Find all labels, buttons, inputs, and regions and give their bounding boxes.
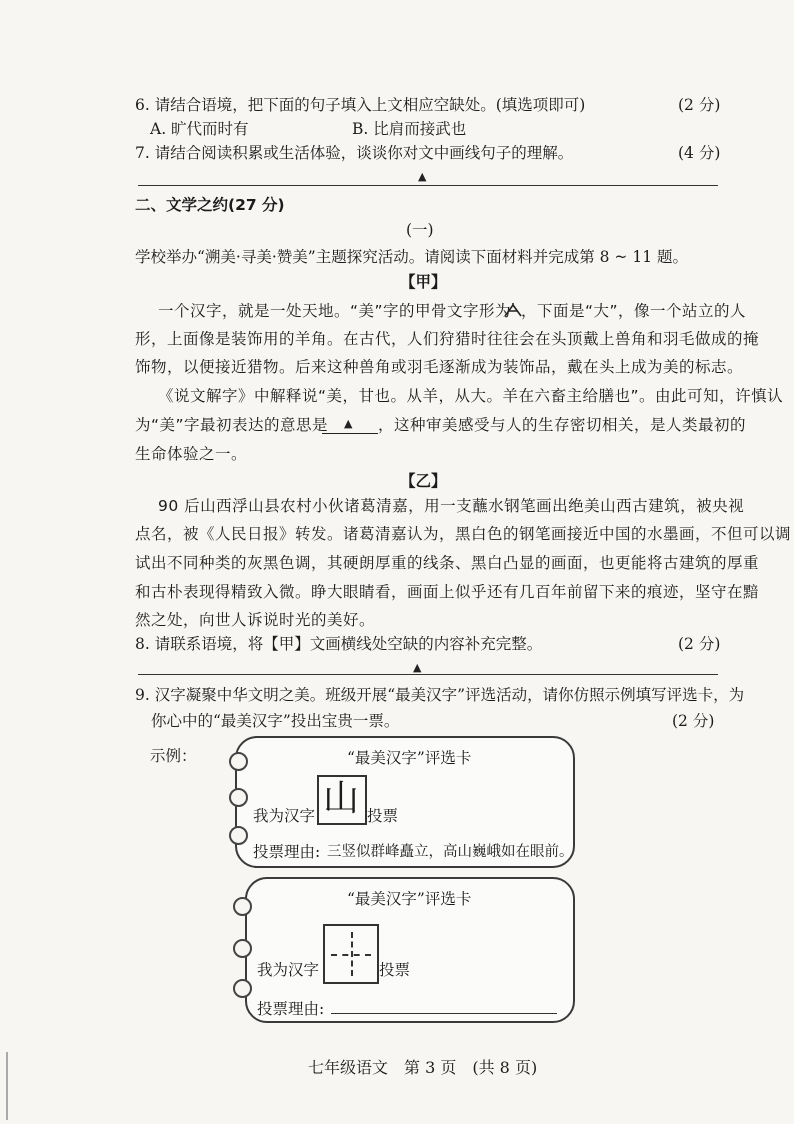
jia-line-4: 《说文解字》中解释说“美，甘也。从羊，从大。羊在六畜主给膳也”。由此可知，许慎认 (158, 387, 784, 405)
jia-line-2: 形，上面像是装饰用的羊角。在古代，人们狩猎时往往会在头顶戴上兽角和羽毛做成的掩 (135, 330, 760, 348)
reason-answer-line[interactable] (331, 1013, 557, 1014)
jia-line-5b: ，这种审美感受与人的生存密切相关，是人类最初的 (378, 416, 747, 434)
grid-guide-horizontal (331, 954, 371, 956)
yi-line-1: 90 后山西浮山县农村小伙诸葛清嘉，用一支蘸水钢笔画出绝美山西古建筑，被央视 (158, 497, 745, 515)
yi-line-5: 然之处，向世人诉说时光的美好。 (135, 611, 376, 629)
jia-label: 【甲】 (400, 272, 447, 291)
question-6-score: (2 分) (678, 96, 721, 114)
jia-line-6: 生命体验之一。 (135, 445, 248, 463)
scan-edge-mark (6, 1052, 8, 1120)
vote-suffix: 投票 (367, 807, 399, 825)
yi-label: 【乙】 (400, 471, 447, 490)
yi-line-4: 和古朴表现得精致入微。睁大眼睛看，画面上似乎还有几百年前留下来的痕迹，坚守在黯 (135, 583, 760, 601)
card-title: “最美汉字”评选卡 (347, 890, 472, 908)
reason-label: 投票理由: (253, 843, 321, 861)
option-b: B. 比肩而接武也 (352, 120, 467, 138)
question-8-text: 8. 请联系语境，将【甲】文画横线处空缺的内容补充完整。 (135, 635, 543, 653)
question-9-score: (2 分) (672, 712, 715, 730)
example-vote-card (235, 736, 575, 868)
question-6-text: 6. 请结合语境，把下面的句子填入上文相应空缺处。(填选项即可) (135, 96, 586, 114)
example-character: 山 (323, 778, 360, 819)
reason-label: 投票理由: (257, 1000, 325, 1018)
binder-ring (233, 939, 252, 958)
question-7-text: 7. 请结合阅读积累或生活体验，谈谈你对文中画线句子的理解。 (135, 144, 574, 162)
blank-marker: ▲ (344, 417, 353, 430)
vote-prefix: 我为汉字 (257, 961, 320, 979)
yi-line-3: 试出不同种类的灰黑色调，其硬朗厚重的线条、黑白凸显的画面，也更能将古建筑的厚重 (135, 554, 760, 572)
reason-text: 三竖似群峰矗立，高山巍峨如在眼前。 (327, 844, 574, 860)
card-title: “最美汉字”评选卡 (347, 749, 472, 767)
character-box (317, 775, 367, 825)
question-8-score: (2 分) (678, 635, 721, 653)
binder-ring (229, 788, 248, 807)
jia-line-1a: 一个汉字，就是一处天地。“美”字的甲骨文字形为 (158, 302, 512, 320)
binder-ring (229, 826, 248, 845)
question-7-score: (4 分) (678, 144, 721, 162)
page-footer: 七年级语文 第 3 页 (共 8 页) (308, 1058, 538, 1077)
jia-line-3: 饰物，以便接近猎物。后来这种兽角或羽毛逐渐成为装饰品，戴在头上成为美的标志。 (135, 358, 744, 376)
question-9-line-1: 9. 汉字凝聚中华文明之美。班级开展“最美汉字”评选活动，请你仿照示例填写评选卡，为 (135, 686, 745, 704)
character-input-box[interactable] (323, 924, 379, 984)
answer-marker-8: ▲ (413, 661, 422, 674)
question-9-line-2: 你心中的“最美汉字”投出宝贵一票。 (151, 712, 400, 730)
section-part: (一) (406, 221, 434, 239)
vote-suffix: 投票 (379, 961, 411, 979)
jia-line-1b: ，下面是“大”，像一个站立的人 (521, 302, 747, 320)
jia-blank-line[interactable] (322, 413, 378, 434)
answer-marker: ▲ (418, 170, 427, 183)
binder-ring (233, 897, 252, 916)
answer-line (138, 185, 718, 186)
option-a: A. 旷代而时有 (150, 120, 249, 138)
answer-line-8 (138, 674, 718, 675)
jia-line-5a: 为“美”字最初表达的意思是 (135, 416, 329, 434)
binder-ring (233, 979, 252, 998)
example-label: 示例： (150, 747, 197, 765)
yi-line-2: 点名，被《人民日报》转发。诸葛清嘉认为，黑白色的钢笔画接近中国的水墨画，不但可以调 (135, 525, 792, 543)
blank-vote-card (245, 877, 575, 1023)
binder-ring (229, 752, 248, 771)
vote-prefix: 我为汉字 (253, 807, 316, 825)
oracle-bone-mei-glyph (503, 302, 523, 318)
section-intro: 学校举办“溯美·寻美·赞美”主题探究活动。请阅读下面材料并完成第 8 ~ 11 题。 (135, 248, 688, 266)
section-title: 二、文学之约(27 分) (135, 196, 285, 214)
